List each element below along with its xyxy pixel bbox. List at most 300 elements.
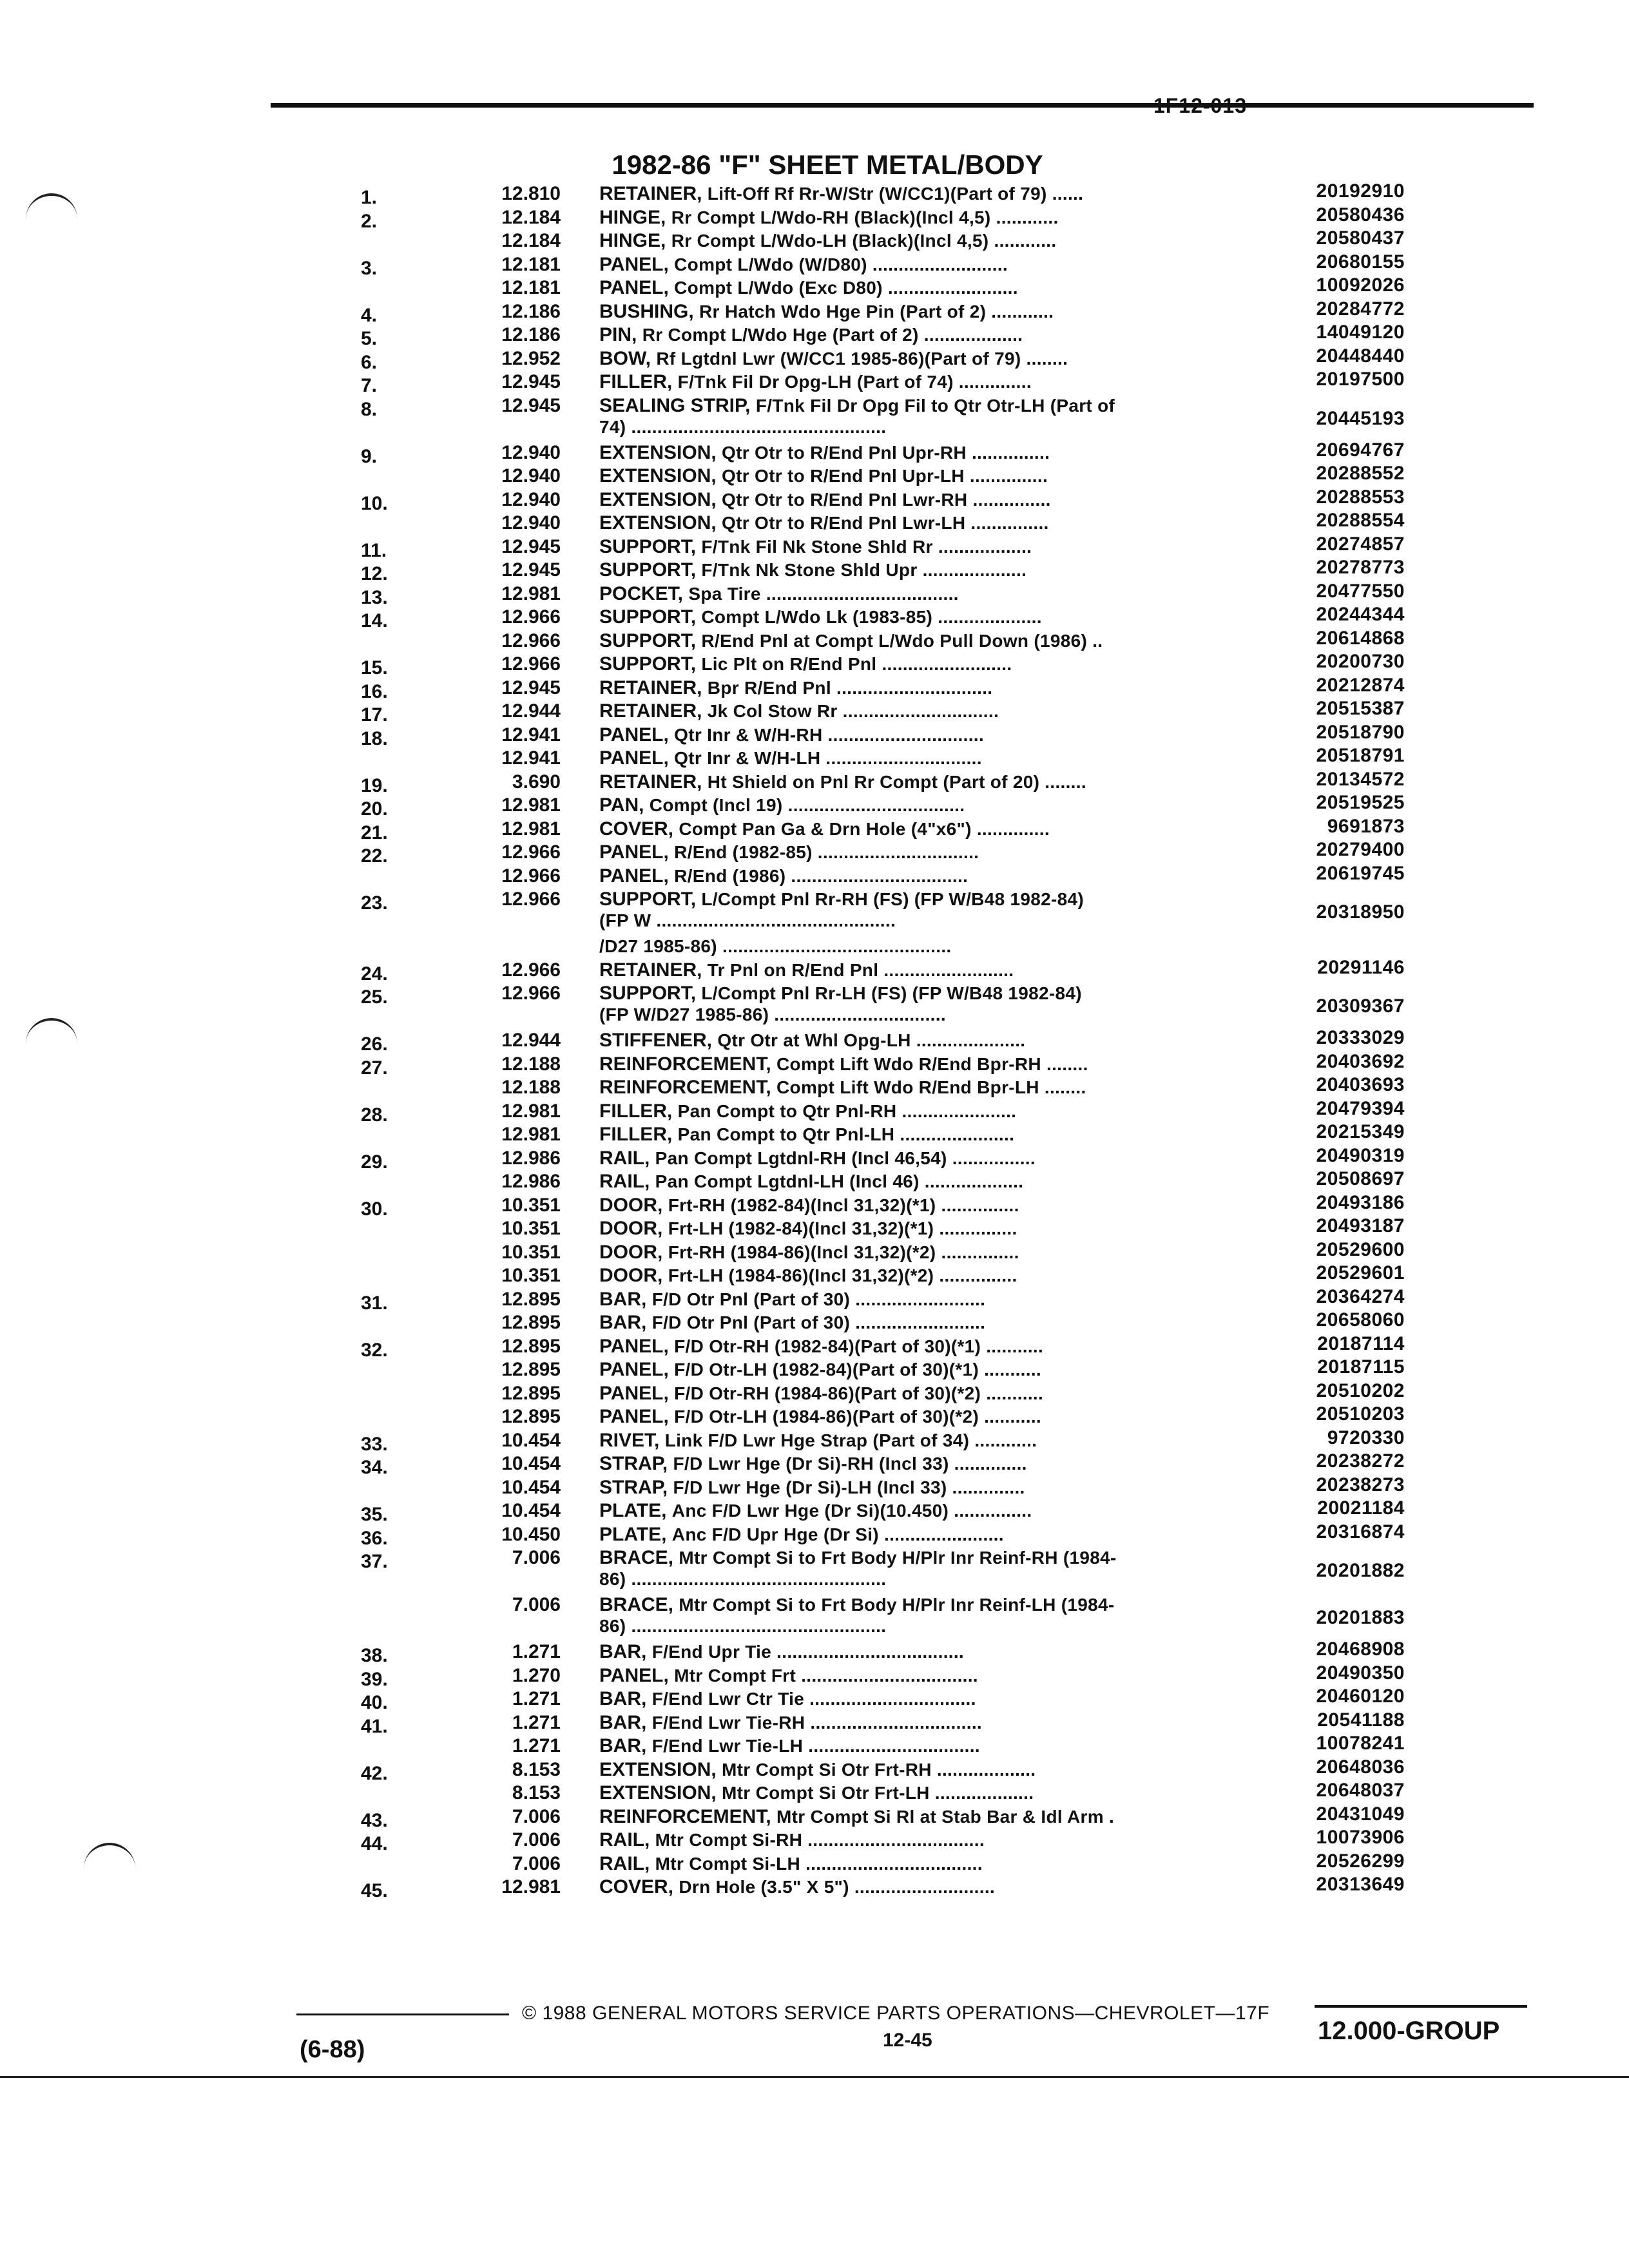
- part-description: [599, 183, 1276, 205]
- part-detail: Ht Shield on Pnl Rr Compt (Part of 20) ........: [707, 771, 1086, 792]
- part-detail: F/D Otr-LH (1982-84)(Part of 30)(*1) ...........: [674, 1360, 1041, 1379]
- table-row: [361, 1309, 1405, 1336]
- group-ref: 12.966: [501, 959, 561, 981]
- group-ref: 12.986: [501, 1171, 561, 1192]
- table-row: [361, 1662, 1405, 1690]
- part-number: 20201883: [1316, 1607, 1405, 1628]
- table-row: [361, 204, 1405, 232]
- group-ref: 12.184: [501, 230, 561, 251]
- part-keyword: FILLER,: [599, 371, 673, 392]
- part-detail: Rr Compt L/Wdo Hge (Part of 2) ...................: [642, 325, 1023, 345]
- part-keyword: RAIL,: [599, 1147, 650, 1169]
- part-detail: Compt Pan Ga & Drn Hole (4"x6") ..............: [679, 818, 1050, 839]
- part-detail: F/D Otr-RH (1984-86)(Part of 30)(*2) ...........: [674, 1383, 1044, 1403]
- part-detail: Compt L/Wdo (W/D80) ..........................: [674, 254, 1008, 274]
- table-row: [361, 1097, 1405, 1126]
- table-row: [361, 1709, 1405, 1737]
- part-description: [599, 583, 1276, 605]
- part-detail: Mtr Compt Si to Frt Body H/Plr Inr Reinf-LH (1984-: [679, 1595, 1115, 1615]
- part-number: 20493186: [1316, 1191, 1405, 1213]
- group-ref: 12.181: [501, 277, 561, 298]
- part-number: 20309367: [1316, 995, 1405, 1017]
- part-number: 20244344: [1316, 604, 1405, 625]
- part-detail: Lic Plt on R/End Pnl .........................: [701, 654, 1012, 674]
- table-row: [361, 1829, 1405, 1853]
- item-number: 44.: [361, 1833, 388, 1854]
- part-keyword: RETAINER,: [599, 959, 702, 981]
- group-ref: 12.895: [501, 1288, 561, 1310]
- part-keyword: BOW,: [599, 347, 651, 369]
- group-ref: 12.945: [501, 371, 561, 392]
- group-ref: 12.895: [501, 1382, 561, 1404]
- part-detail: Qtr Otr to R/End Pnl Lwr-LH ...............: [722, 513, 1049, 533]
- part-keyword: RETAINER,: [599, 677, 702, 698]
- group-label: 12.000-GROUP: [1318, 2017, 1500, 2045]
- part-keyword: COVER,: [599, 818, 674, 840]
- part-keyword: EXTENSION,: [599, 465, 717, 486]
- item-number: 16.: [361, 680, 388, 702]
- group-ref: 12.941: [501, 724, 561, 745]
- table-row: [361, 627, 1405, 654]
- table-row: [361, 653, 1405, 677]
- group-ref: 1.271: [512, 1641, 561, 1662]
- part-number: 20278773: [1316, 557, 1405, 578]
- part-detail: F/End Lwr Tie-LH .................................: [651, 1736, 980, 1756]
- part-detail: F/End Lwr Tie-RH .................................: [651, 1712, 983, 1733]
- part-number: 20316874: [1316, 1521, 1405, 1542]
- item-number: 30.: [361, 1198, 388, 1220]
- part-detail: Compt Lift Wdo R/End Bpr-RH ........: [776, 1053, 1088, 1074]
- page-number: 12-45: [883, 2030, 932, 2051]
- part-keyword: SUPPORT,: [599, 535, 697, 557]
- group-ref: 12.895: [501, 1359, 561, 1380]
- part-detail: Rr Hatch Wdo Hge Pin (Part of 2) ............: [699, 301, 1054, 322]
- group-ref: 7.006: [512, 1547, 561, 1568]
- table-row: [361, 1050, 1405, 1079]
- group-ref: 7.006: [512, 1594, 561, 1615]
- item-number: 26.: [361, 1033, 388, 1055]
- part-description: [599, 700, 1276, 722]
- table-row: [361, 862, 1405, 889]
- part-description: [599, 371, 1276, 393]
- part-description: [599, 1053, 1276, 1075]
- item-number: 11.: [361, 539, 387, 561]
- group-ref: 10.351: [501, 1218, 561, 1239]
- part-detail: F/D Otr-RH (1982-84)(Part of 30)(*1) ...........: [674, 1336, 1044, 1356]
- part-description: [599, 1524, 1276, 1546]
- part-description: [599, 889, 1276, 931]
- item-number: 45.: [361, 1880, 388, 1901]
- table-row: [361, 1641, 1405, 1665]
- part-detail: Mtr Compt Si-RH ..................................: [655, 1830, 985, 1850]
- part-detail: Anc F/D Lwr Hge (Dr Si)(10.450) ...............: [671, 1501, 1032, 1521]
- punch-hole-mark: [26, 1018, 77, 1046]
- part-detail: Frt-LH (1984-86)(Incl 31,32)(*2) ...............: [668, 1265, 1017, 1285]
- part-keyword: PLATE,: [599, 1523, 667, 1545]
- part-description: [599, 207, 1276, 229]
- part-number: 20479394: [1316, 1097, 1405, 1119]
- group-ref: 7.006: [512, 1852, 561, 1874]
- table-row: [361, 580, 1405, 608]
- group-ref: 12.188: [501, 1077, 561, 1098]
- part-keyword: BAR,: [599, 1735, 647, 1756]
- part-number: 20284772: [1316, 298, 1405, 320]
- table-row: [361, 298, 1405, 326]
- part-number: 20134572: [1316, 768, 1405, 790]
- group-ref: 12.966: [501, 983, 561, 1004]
- group-ref: 12.966: [501, 841, 561, 863]
- part-detail: Frt-RH (1982-84)(Incl 31,32)(*1) ...............: [668, 1195, 1019, 1215]
- part-number: 20529601: [1316, 1262, 1405, 1283]
- part-detail: F/Tnk Nk Stone Shld Upr ....................: [701, 560, 1027, 580]
- group-ref: 12.981: [501, 818, 561, 840]
- part-detail: Mtr Compt Si Rl at Stab Bar & Idl Arm .: [776, 1806, 1115, 1827]
- table-row: [361, 721, 1405, 749]
- group-ref: 8.153: [512, 1758, 561, 1780]
- group-ref: 12.895: [501, 1312, 561, 1333]
- item-number: 20.: [361, 798, 388, 820]
- part-detail: F/End Upr Tie ....................................: [651, 1642, 965, 1662]
- table-row: [361, 794, 1405, 818]
- part-keyword: RAIL,: [599, 1171, 650, 1192]
- part-description: [599, 512, 1276, 534]
- group-ref: 12.945: [501, 677, 561, 698]
- item-number: 5.: [361, 328, 378, 349]
- part-keyword: SUPPORT,: [599, 983, 697, 1004]
- group-ref: 12.940: [501, 488, 561, 510]
- part-detail: Mtr Compt Si Otr Frt-RH ...................: [722, 1759, 1036, 1780]
- table-row: [361, 439, 1405, 467]
- group-ref: 12.945: [501, 394, 561, 416]
- table-row: [361, 1876, 1405, 1900]
- part-keyword: RAIL,: [599, 1829, 650, 1850]
- page-title: 1982-86 "F" SHEET METAL/BODY: [612, 149, 1043, 180]
- group-ref: 12.945: [501, 535, 561, 557]
- item-number: 34.: [361, 1457, 388, 1478]
- part-description: [599, 794, 1276, 816]
- part-description: [599, 818, 1276, 840]
- part-detail: Compt Lift Wdo R/End Bpr-LH ........: [776, 1077, 1086, 1097]
- group-ref: 12.966: [501, 653, 561, 675]
- part-keyword: BAR,: [599, 1711, 647, 1733]
- part-description: [599, 653, 1276, 675]
- group-ref: 12.981: [501, 582, 561, 604]
- part-keyword: DOOR,: [599, 1194, 663, 1216]
- group-ref: 10.454: [501, 1453, 561, 1474]
- part-description: [599, 1712, 1276, 1734]
- part-keyword: PANEL,: [599, 865, 669, 887]
- part-number: 20658060: [1316, 1309, 1405, 1331]
- part-number: 20291146: [1317, 956, 1405, 978]
- part-description: [599, 1594, 1276, 1637]
- group-ref: 3.690: [512, 771, 561, 793]
- part-description: [599, 1735, 1276, 1757]
- part-keyword: BRACE,: [599, 1594, 674, 1615]
- group-ref: 12.810: [501, 183, 561, 204]
- group-ref: 12.986: [501, 1147, 561, 1169]
- part-detail: Compt L/Wdo Lk (1983-85) ....................: [701, 607, 1042, 627]
- part-description: [599, 1453, 1276, 1475]
- part-description: [599, 465, 1276, 487]
- part-keyword: PANEL,: [599, 277, 669, 298]
- part-description: [599, 677, 1276, 699]
- part-keyword: BAR,: [599, 1312, 647, 1333]
- part-description: [599, 324, 1276, 346]
- part-keyword: PAN,: [599, 794, 644, 816]
- page-code: 1F12-013: [1153, 94, 1247, 117]
- part-keyword: REINFORCEMENT,: [599, 1053, 771, 1075]
- item-number: 42.: [361, 1762, 388, 1784]
- part-number: 20318950: [1316, 901, 1405, 923]
- table-row: [361, 700, 1405, 724]
- part-number: 20580437: [1316, 227, 1405, 249]
- group-ref: 10.454: [501, 1476, 561, 1498]
- part-number: 20477550: [1316, 580, 1405, 602]
- part-description: [599, 395, 1276, 437]
- part-keyword: PANEL,: [599, 841, 669, 863]
- part-description: [599, 606, 1276, 628]
- part-description: [599, 1195, 1276, 1216]
- table-row: [361, 983, 1405, 1030]
- table-row: [361, 889, 1405, 936]
- part-number: 20460120: [1316, 1686, 1405, 1707]
- part-number: 20197500: [1316, 369, 1405, 390]
- part-keyword: RAIL,: [599, 1852, 650, 1874]
- group-ref: 12.981: [501, 1124, 561, 1145]
- part-detail: Spa Tire .....................................: [688, 583, 959, 604]
- table-row: [361, 1191, 1405, 1220]
- part-keyword: SUPPORT,: [599, 653, 697, 675]
- table-row: [361, 371, 1405, 395]
- table-row: [361, 1262, 1405, 1289]
- part-detail: /D27 1985-86) ............................................: [599, 936, 952, 956]
- table-row: [361, 747, 1405, 771]
- part-keyword: BUSHING,: [599, 300, 694, 322]
- part-keyword: PANEL,: [599, 253, 669, 275]
- item-number: 27.: [361, 1057, 388, 1079]
- part-description: [599, 1477, 1276, 1499]
- part-detail: F/End Lwr Ctr Tie ................................: [651, 1689, 976, 1709]
- part-description: [599, 1265, 1276, 1287]
- part-description: [599, 1100, 1276, 1122]
- group-ref: 12.181: [501, 253, 561, 275]
- part-keyword: PANEL,: [599, 724, 669, 745]
- group-ref: 12.981: [501, 1100, 561, 1122]
- group-ref: 12.966: [501, 865, 561, 887]
- part-number: 20490319: [1316, 1144, 1405, 1166]
- table-row: [361, 324, 1405, 348]
- part-keyword: PANEL,: [599, 1382, 669, 1404]
- part-keyword: HINGE,: [599, 206, 666, 228]
- part-keyword: PANEL,: [599, 1664, 669, 1686]
- part-description: [599, 771, 1276, 793]
- part-detail: Compt (Incl 19) ..................................: [649, 795, 965, 815]
- item-number: 17.: [361, 704, 388, 726]
- part-keyword: RETAINER,: [599, 700, 702, 722]
- part-description: [599, 254, 1276, 276]
- part-detail: Mtr Compt Si to Frt Body H/Plr Inr Reinf-RH (1984-: [679, 1548, 1117, 1568]
- item-number: 4.: [361, 304, 378, 326]
- group-ref: 12.952: [501, 347, 561, 369]
- table-row: [361, 1332, 1405, 1361]
- item-number: 18.: [361, 727, 388, 749]
- part-keyword: PANEL,: [599, 1406, 669, 1427]
- footer-rule-right: [1315, 2005, 1527, 2008]
- revision-date: (6-88): [300, 2036, 365, 2063]
- part-keyword: BAR,: [599, 1641, 647, 1662]
- part-keyword: EXTENSION,: [599, 1758, 717, 1780]
- group-ref: 12.966: [501, 606, 561, 628]
- part-keyword: PANEL,: [599, 1335, 669, 1357]
- item-number: 31.: [361, 1292, 388, 1314]
- item-number: 14.: [361, 610, 388, 631]
- punch-hole-mark: [84, 1843, 135, 1871]
- part-detail: Frt-RH (1984-86)(Incl 31,32)(*2) ...............: [668, 1242, 1019, 1262]
- part-detail: Qtr Otr to R/End Pnl Lwr-RH ...............: [722, 489, 1051, 510]
- table-row: [361, 1168, 1405, 1195]
- item-number: 10.: [361, 492, 388, 514]
- part-number: 20468908: [1316, 1639, 1405, 1660]
- part-number: 20529600: [1316, 1238, 1405, 1260]
- table-row: [361, 345, 1405, 373]
- part-number: 20215349: [1316, 1121, 1405, 1142]
- group-ref: 1.271: [512, 1735, 561, 1756]
- table-row: [361, 395, 1405, 442]
- part-number: 20445193: [1316, 407, 1405, 429]
- table-row: [361, 1403, 1405, 1430]
- group-ref: 12.186: [501, 324, 561, 345]
- part-description: [599, 1312, 1276, 1334]
- part-number: 20187114: [1317, 1332, 1405, 1354]
- part-description: [599, 1641, 1276, 1663]
- part-description: [599, 1688, 1276, 1710]
- part-detail-continued: 86) .................................................: [599, 1569, 887, 1589]
- group-ref: 12.940: [501, 465, 561, 486]
- part-detail: F/D Otr Pnl (Part of 30) .........................: [651, 1312, 986, 1332]
- item-number: 37.: [361, 1551, 388, 1572]
- table-row: [361, 1450, 1405, 1478]
- part-number: 20201882: [1316, 1560, 1405, 1581]
- part-keyword: EXTENSION,: [599, 1782, 717, 1803]
- part-number: 20431049: [1316, 1803, 1405, 1825]
- part-keyword: STRAP,: [599, 1453, 668, 1474]
- part-number: 20333029: [1316, 1027, 1405, 1048]
- item-number: 2.: [361, 210, 378, 232]
- part-keyword: FILLER,: [599, 1100, 673, 1122]
- part-keyword: STIFFENER,: [599, 1030, 713, 1051]
- part-number: 20238272: [1316, 1450, 1405, 1472]
- part-number: 20403693: [1316, 1074, 1405, 1095]
- part-description: [599, 1806, 1276, 1828]
- table-row: [361, 1521, 1405, 1549]
- part-description: [599, 724, 1276, 746]
- group-ref: 12.184: [501, 206, 561, 228]
- part-detail: F/D Otr-LH (1984-86)(Part of 30)(*2) ...........: [674, 1407, 1041, 1427]
- part-number: 9691873: [1327, 815, 1405, 837]
- part-detail: Qtr Otr to R/End Pnl Upr-RH ...............: [722, 442, 1050, 463]
- part-keyword: STRAP,: [599, 1476, 668, 1498]
- part-description: [599, 1759, 1276, 1781]
- part-description: [599, 1782, 1276, 1804]
- part-detail-continued: 86) .................................................: [599, 1616, 887, 1636]
- part-keyword: SEALING STRIP,: [599, 394, 751, 416]
- group-ref: 10.454: [501, 1429, 561, 1451]
- part-number: 9720330: [1327, 1427, 1405, 1448]
- table-row: [361, 1594, 1405, 1641]
- item-number: 36.: [361, 1527, 388, 1549]
- part-description: [599, 747, 1276, 769]
- part-description: [599, 1430, 1276, 1452]
- part-description: [599, 1030, 1276, 1052]
- part-description: [599, 1665, 1276, 1687]
- item-number: 35.: [361, 1504, 388, 1525]
- item-number: 43.: [361, 1809, 388, 1831]
- item-number: 3.: [361, 257, 378, 279]
- group-ref: 12.895: [501, 1406, 561, 1427]
- part-description: [599, 1289, 1276, 1311]
- group-ref: 12.966: [501, 889, 561, 910]
- part-number: 20274857: [1316, 533, 1405, 555]
- table-row: [361, 1474, 1405, 1501]
- header-rule: [271, 103, 1534, 108]
- item-number: 8.: [361, 398, 378, 420]
- item-number: 1.: [361, 187, 378, 208]
- part-detail: Drn Hole (3.5" X 5") ...........................: [679, 1877, 995, 1897]
- group-ref: 12.188: [501, 1053, 561, 1075]
- part-description: [599, 630, 1276, 652]
- part-keyword: RIVET,: [599, 1429, 660, 1451]
- part-description: [599, 348, 1276, 370]
- group-ref: 10.450: [501, 1523, 561, 1545]
- part-detail: Anc F/D Upr Hge (Dr Si) .......................: [671, 1524, 1004, 1544]
- table-row: [361, 533, 1405, 561]
- table-row: [361, 1379, 1405, 1407]
- part-detail: Compt L/Wdo (Exc D80) .........................: [674, 278, 1018, 298]
- part-keyword: SUPPORT,: [599, 629, 697, 651]
- part-keyword: BAR,: [599, 1288, 647, 1310]
- part-number: 20021184: [1317, 1497, 1405, 1519]
- part-detail: Lift-Off Rf Rr-W/Str (W/CC1)(Part of 79) ......: [707, 184, 1084, 204]
- part-description: [599, 442, 1276, 464]
- part-description: [599, 841, 1276, 863]
- table-row: [361, 1497, 1405, 1525]
- table-row: [361, 841, 1405, 865]
- item-number: 39.: [361, 1668, 388, 1690]
- part-detail: Qtr Inr & W/H-LH ..............................: [674, 748, 982, 768]
- part-description: [599, 983, 1276, 1025]
- table-row: [361, 512, 1405, 536]
- part-number: 10078241: [1316, 1733, 1405, 1754]
- part-description: [599, 1406, 1276, 1428]
- part-keyword: SUPPORT,: [599, 889, 697, 910]
- item-number: 19.: [361, 774, 388, 796]
- part-detail: Bpr R/End Pnl ..............................: [707, 677, 993, 698]
- part-number: 20403692: [1316, 1050, 1405, 1072]
- item-number: 40.: [361, 1692, 388, 1713]
- part-keyword: PLATE,: [599, 1500, 667, 1521]
- group-ref: 1.271: [512, 1711, 561, 1733]
- part-detail-continued: (FP W ..............................................: [599, 910, 896, 930]
- group-ref: 12.944: [501, 1030, 561, 1051]
- table-row: [361, 1074, 1405, 1100]
- part-detail: Rr Compt L/Wdo-LH (Black)(Incl 4,5) ............: [671, 231, 1057, 251]
- table-row: [361, 465, 1405, 489]
- part-number: 10092026: [1316, 274, 1405, 296]
- part-number: 14049120: [1316, 322, 1405, 343]
- table-row: [361, 1238, 1405, 1265]
- table-row: [361, 1850, 1405, 1877]
- table-row: [361, 1688, 1405, 1712]
